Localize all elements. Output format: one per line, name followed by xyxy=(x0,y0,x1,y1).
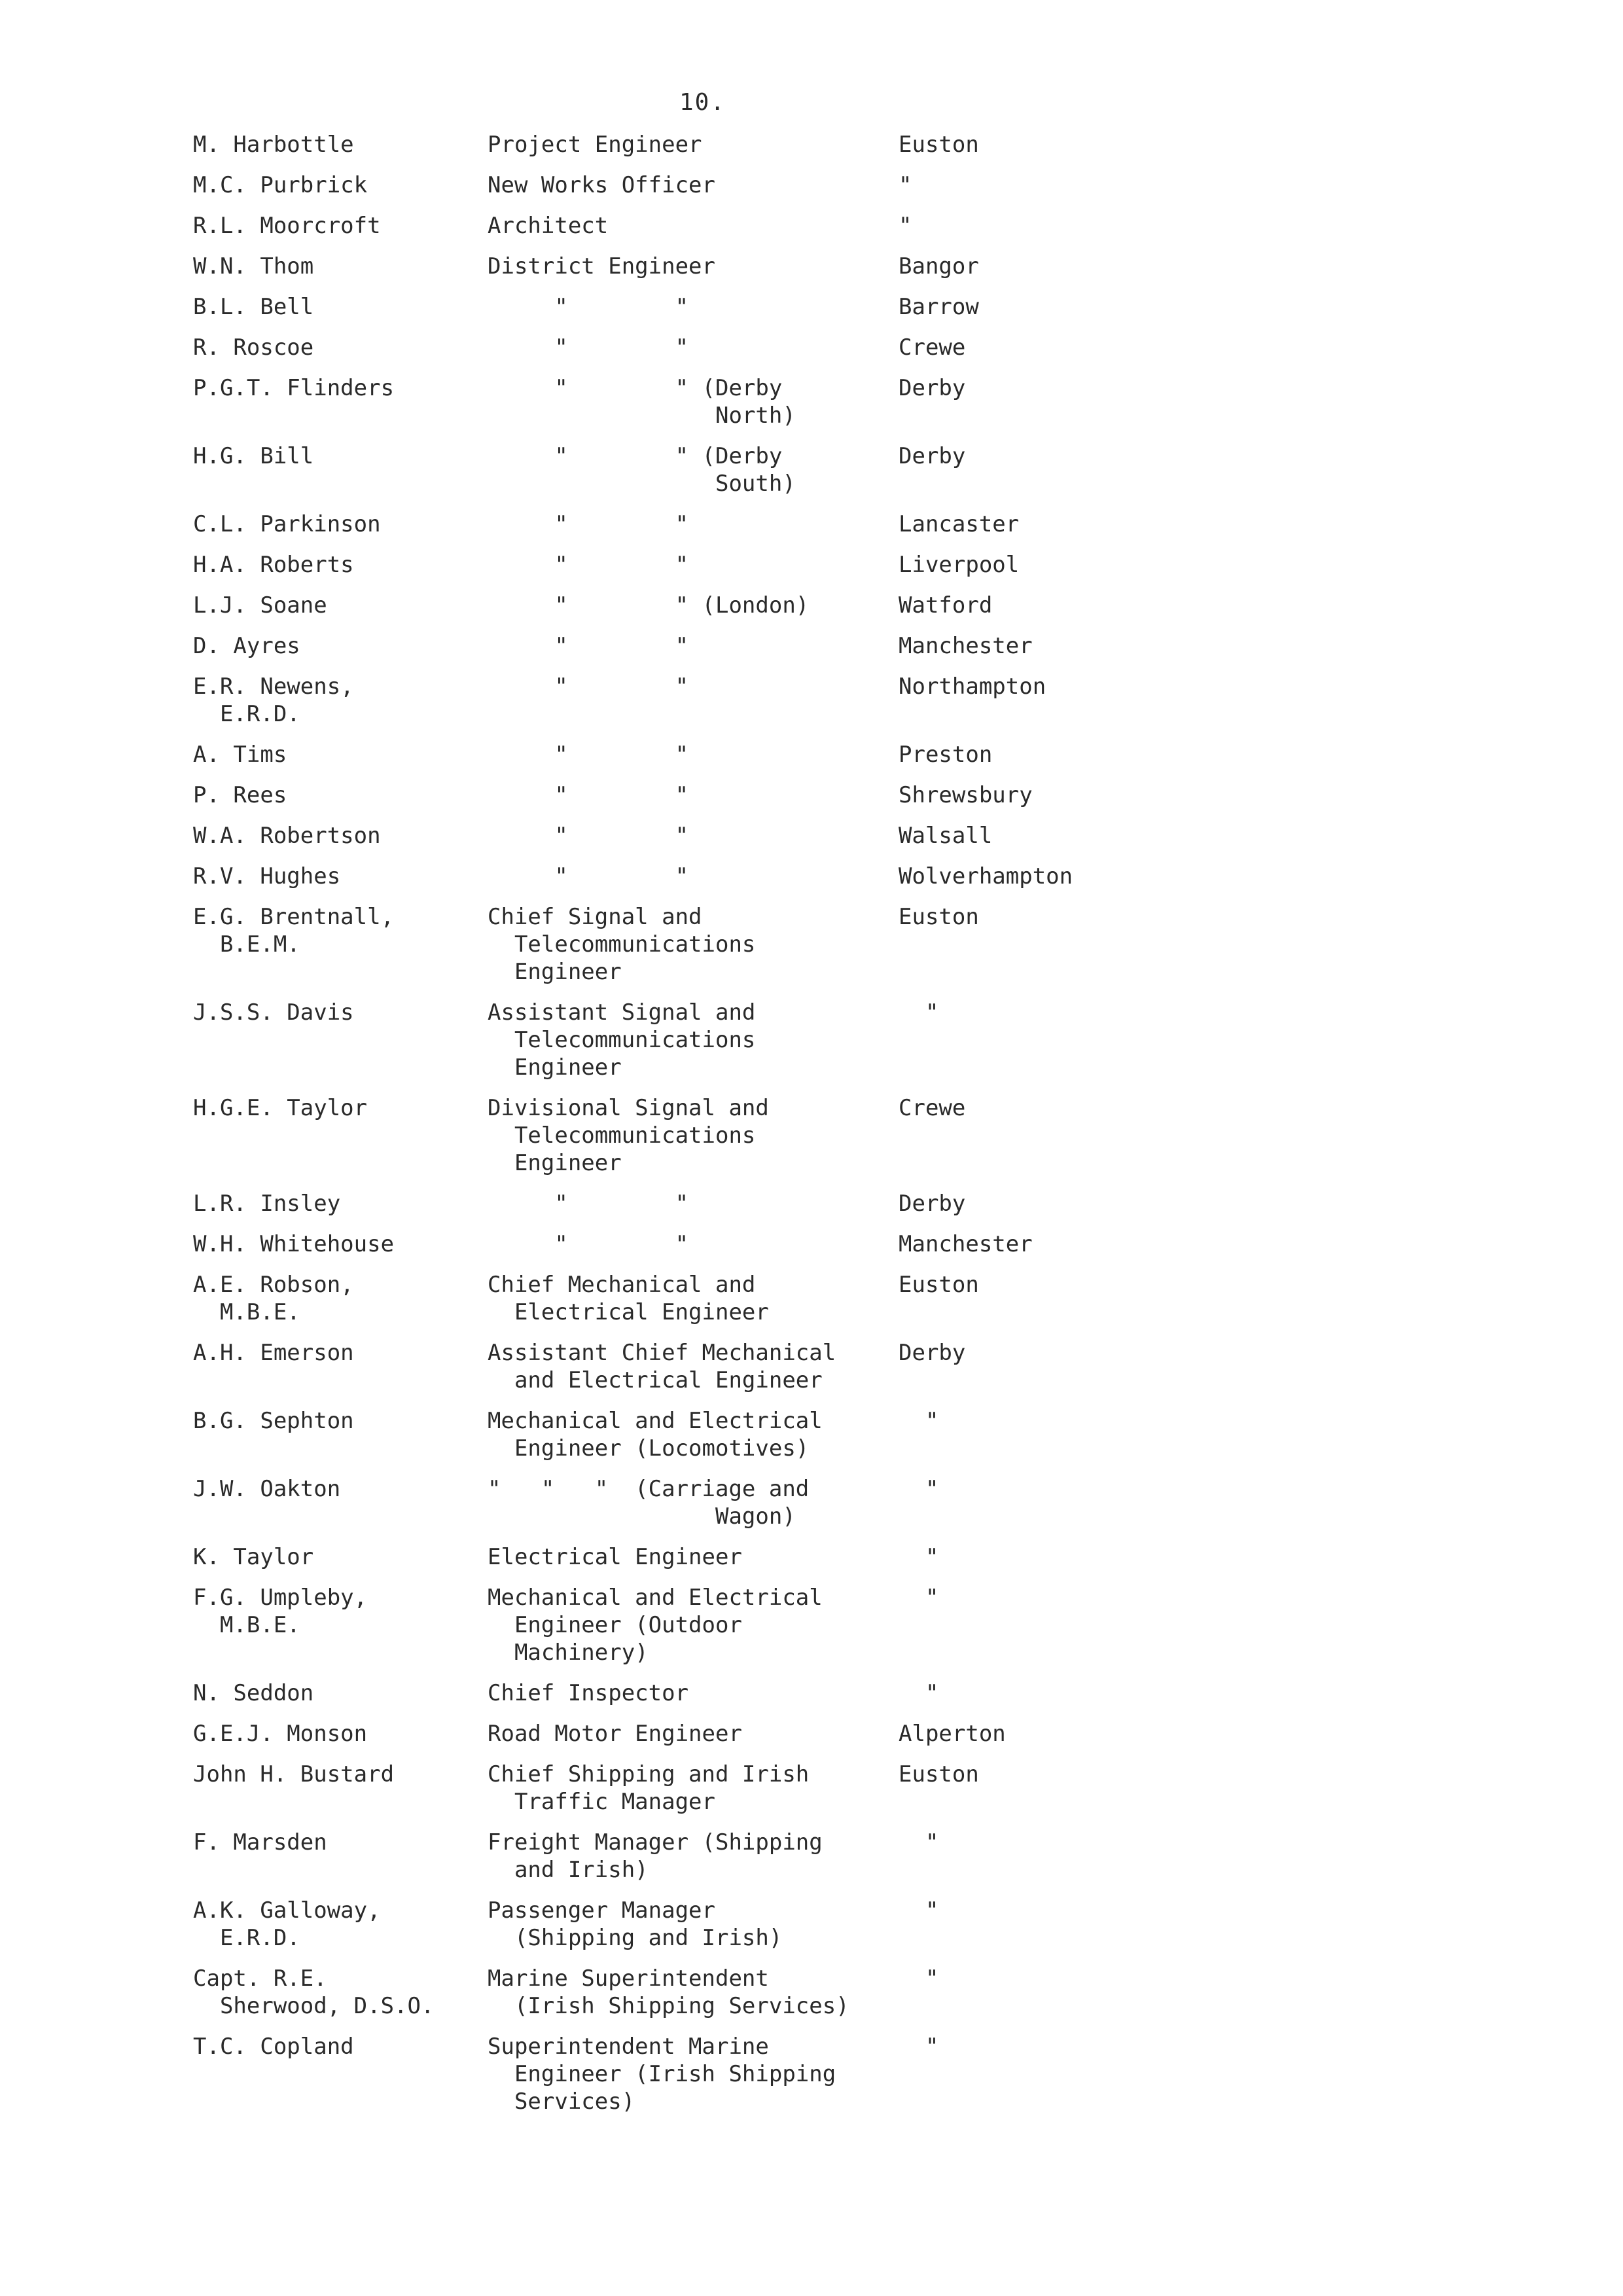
staff-name xyxy=(193,999,354,1026)
staff-entry xyxy=(193,2033,1502,2115)
staff-name-line: N. Seddon xyxy=(193,1680,314,1706)
staff-location xyxy=(899,374,965,402)
staff-title xyxy=(488,592,809,619)
staff-name-line: W.A. Robertson xyxy=(193,823,381,849)
staff-location-line: " xyxy=(899,172,912,198)
staff-name-line: G.E.J. Monson xyxy=(193,1721,368,1747)
staff-name xyxy=(193,1543,313,1571)
staff-location-line: " xyxy=(899,1408,939,1434)
staff-name xyxy=(193,1829,327,1856)
staff-entry xyxy=(193,1584,1502,1666)
staff-name xyxy=(193,822,381,850)
staff-title-line: " " xyxy=(488,823,689,849)
staff-location xyxy=(899,551,1019,579)
staff-entry xyxy=(193,1679,1502,1707)
staff-name-line: D. Ayres xyxy=(193,633,300,659)
staff-name-line: Sherwood, D.S.O. xyxy=(193,1993,435,2019)
staff-title-line: Telecommunications xyxy=(488,1027,756,1053)
staff-title xyxy=(488,293,688,321)
staff-entry xyxy=(193,334,1502,361)
staff-location-line: Euston xyxy=(899,1761,979,1787)
staff-entry xyxy=(193,1543,1502,1571)
staff-title-line: Engineer xyxy=(488,1150,622,1176)
staff-title xyxy=(488,1190,688,1217)
staff-location-line: Manchester xyxy=(899,633,1033,659)
staff-entry xyxy=(193,1271,1502,1326)
staff-title xyxy=(488,171,715,199)
staff-title-line: " " (Derby xyxy=(488,443,783,469)
staff-title xyxy=(488,1761,809,1816)
staff-title xyxy=(488,334,688,361)
staff-entry xyxy=(193,1897,1502,1952)
staff-entry xyxy=(193,1230,1502,1258)
staff-name-line: A. Tims xyxy=(193,742,287,768)
staff-name-line: W.H. Whitehouse xyxy=(193,1231,395,1257)
staff-name xyxy=(193,1897,381,1952)
staff-title xyxy=(488,1339,836,1394)
staff-title-line: Chief Mechanical and xyxy=(488,1272,756,1298)
staff-title xyxy=(488,1897,782,1952)
staff-name-line: A.K. Galloway, xyxy=(193,1897,381,1924)
staff-location xyxy=(899,2033,938,2060)
staff-name xyxy=(193,1190,340,1217)
staff-entry xyxy=(193,374,1502,429)
staff-entry xyxy=(193,171,1502,199)
staff-location-line: Derby xyxy=(899,443,966,469)
staff-title-line: District Engineer xyxy=(488,253,715,279)
staff-location-line: " xyxy=(899,213,912,239)
staff-location xyxy=(899,1584,938,1611)
staff-location xyxy=(899,1543,938,1571)
staff-location-line: " xyxy=(899,1544,939,1570)
staff-entry xyxy=(193,592,1502,619)
staff-name-line: R. Roscoe xyxy=(193,334,314,361)
staff-name xyxy=(193,293,313,321)
staff-title-line: " " xyxy=(488,863,689,889)
staff-location xyxy=(899,999,938,1026)
staff-location xyxy=(899,511,1019,538)
staff-title-line: Machinery) xyxy=(488,1640,649,1666)
staff-title xyxy=(488,1271,769,1326)
staff-name xyxy=(193,1475,340,1503)
staff-name xyxy=(193,863,340,890)
staff-location xyxy=(899,334,965,361)
staff-title-line: Chief Inspector xyxy=(488,1680,689,1706)
staff-location xyxy=(899,1897,938,1924)
staff-location-line: " xyxy=(899,2034,939,2060)
staff-name xyxy=(193,1407,354,1435)
staff-title-line: Mechanical and Electrical xyxy=(488,1585,823,1611)
staff-title-line: Engineer xyxy=(488,1054,622,1081)
staff-title-line: Engineer (Outdoor xyxy=(488,1612,742,1638)
staff-name-line: A.E. Robson, xyxy=(193,1272,354,1298)
staff-location xyxy=(899,1761,979,1788)
staff-name-line: John H. Bustard xyxy=(193,1761,395,1787)
staff-title-line: Assistant Signal and xyxy=(488,999,756,1026)
staff-name xyxy=(193,334,313,361)
staff-title-line: Electrical Engineer xyxy=(488,1544,742,1570)
staff-name-line: E.R.D. xyxy=(193,1925,300,1951)
staff-name xyxy=(193,212,381,240)
staff-title-line: " " (Derby xyxy=(488,375,783,401)
staff-title-line: Services) xyxy=(488,2089,635,2115)
staff-title-line: Project Engineer xyxy=(488,132,702,158)
staff-location-line: Crewe xyxy=(899,334,966,361)
staff-entry xyxy=(193,903,1502,986)
staff-name xyxy=(193,551,354,579)
staff-location xyxy=(899,863,1073,890)
staff-location xyxy=(899,1475,938,1503)
staff-location-line: Wolverhampton xyxy=(899,863,1073,889)
staff-name-line: C.L. Parkinson xyxy=(193,511,381,537)
staff-name xyxy=(193,781,287,809)
staff-name xyxy=(193,632,300,660)
staff-title-line: Divisional Signal and xyxy=(488,1095,769,1121)
staff-entry xyxy=(193,511,1502,538)
staff-location xyxy=(899,632,1033,660)
staff-title-line: Chief Shipping and Irish xyxy=(488,1761,810,1787)
staff-location-line: Manchester xyxy=(899,1231,1033,1257)
staff-name-line: B.E.M. xyxy=(193,931,300,958)
staff-location xyxy=(899,592,992,619)
staff-title-line: " " xyxy=(488,334,689,361)
staff-name xyxy=(193,1230,394,1258)
staff-title-line: " " xyxy=(488,294,689,320)
staff-name-line: M.B.E. xyxy=(193,1612,300,1638)
staff-title-line: " " (London) xyxy=(488,592,810,619)
staff-title-line: " " xyxy=(488,552,689,578)
staff-title-line: and Electrical Engineer xyxy=(488,1367,823,1393)
staff-title-line: (Irish Shipping Services) xyxy=(488,1993,849,2019)
staff-name-line: R.V. Hughes xyxy=(193,863,341,889)
staff-name-line: L.J. Soane xyxy=(193,592,327,619)
staff-location xyxy=(899,673,1046,700)
staff-name xyxy=(193,592,327,619)
page-number: 10. xyxy=(679,89,726,116)
staff-title xyxy=(488,1475,809,1530)
staff-entry xyxy=(193,1475,1502,1530)
staff-title xyxy=(488,999,755,1081)
staff-name-line: B.L. Bell xyxy=(193,294,314,320)
staff-name-line: E.R.D. xyxy=(193,701,300,727)
staff-location xyxy=(899,1190,965,1217)
staff-name-line: H.A. Roberts xyxy=(193,552,354,578)
staff-title xyxy=(488,374,796,429)
staff-title xyxy=(488,1720,742,1748)
staff-entry xyxy=(193,632,1502,660)
staff-location xyxy=(899,1271,979,1299)
staff-location xyxy=(899,822,992,850)
staff-location xyxy=(899,293,979,321)
staff-location xyxy=(899,781,1033,809)
staff-title-line: Freight Manager (Shipping xyxy=(488,1829,823,1856)
staff-entry xyxy=(193,1407,1502,1462)
staff-title xyxy=(488,673,688,700)
staff-name-line: E.G. Brentnall, xyxy=(193,904,395,930)
staff-name xyxy=(193,903,394,958)
staff-entry xyxy=(193,822,1502,850)
staff-location-line: Derby xyxy=(899,1340,966,1366)
staff-location-line: Derby xyxy=(899,375,966,401)
staff-location-line: Walsall xyxy=(899,823,993,849)
staff-title xyxy=(488,822,688,850)
staff-title-line: Mechanical and Electrical xyxy=(488,1408,823,1434)
staff-entry xyxy=(193,1761,1502,1816)
staff-title-line: Engineer xyxy=(488,959,622,985)
staff-location-line: Euston xyxy=(899,132,979,158)
staff-location xyxy=(899,1094,965,1122)
staff-title-line: " " " (Carriage and xyxy=(488,1476,810,1502)
staff-title xyxy=(488,741,688,768)
staff-name-line: M.C. Purbrick xyxy=(193,172,368,198)
staff-location-line: Shrewsbury xyxy=(899,782,1033,808)
staff-location-line: Euston xyxy=(899,1272,979,1298)
staff-name-line: J.W. Oakton xyxy=(193,1476,341,1502)
staff-title xyxy=(488,632,688,660)
staff-location-line: " xyxy=(899,1680,939,1706)
staff-location xyxy=(899,1339,965,1367)
staff-location xyxy=(899,171,912,199)
staff-name xyxy=(193,171,367,199)
staff-name-line: W.N. Thom xyxy=(193,253,314,279)
staff-name-line: H.G. Bill xyxy=(193,443,314,469)
staff-title xyxy=(488,1965,849,2020)
staff-name xyxy=(193,442,313,470)
staff-title-line: Passenger Manager xyxy=(488,1897,715,1924)
staff-location-line: Preston xyxy=(899,742,993,768)
staff-title xyxy=(488,1230,688,1258)
staff-name xyxy=(193,2033,354,2060)
staff-title-line: Architect xyxy=(488,213,609,239)
staff-name-line: M. Harbottle xyxy=(193,132,354,158)
staff-location-line: " xyxy=(899,1476,939,1502)
staff-location-line: " xyxy=(899,1585,939,1611)
staff-location-line: Watford xyxy=(899,592,993,619)
staff-name xyxy=(193,511,381,538)
staff-entry xyxy=(193,999,1502,1081)
staff-title-line: " " xyxy=(488,633,689,659)
staff-title-line: Road Motor Engineer xyxy=(488,1721,742,1747)
staff-title-line: Traffic Manager xyxy=(488,1789,715,1815)
staff-entry xyxy=(193,741,1502,768)
staff-entry xyxy=(193,253,1502,280)
staff-title xyxy=(488,1829,823,1884)
staff-name xyxy=(193,131,354,158)
staff-location-line: Liverpool xyxy=(899,552,1020,578)
staff-location-line: Crewe xyxy=(899,1095,966,1121)
staff-entry xyxy=(193,551,1502,579)
staff-name xyxy=(193,1094,367,1122)
staff-location-line: Bangor xyxy=(899,253,979,279)
staff-name-line: B.G. Sephton xyxy=(193,1408,354,1434)
staff-title-line: Marine Superintendent xyxy=(488,1965,769,1992)
staff-location-line: " xyxy=(899,999,939,1026)
staff-name-line: P.G.T. Flinders xyxy=(193,375,395,401)
staff-location-line: " xyxy=(899,1829,939,1856)
staff-entry xyxy=(193,781,1502,809)
staff-title-line: Engineer (Irish Shipping xyxy=(488,2061,836,2087)
staff-location xyxy=(899,741,992,768)
staff-title-line: New Works Officer xyxy=(488,172,715,198)
staff-title xyxy=(488,131,702,158)
staff-name xyxy=(193,1965,434,2020)
staff-title-line: Superintendent Marine xyxy=(488,2034,769,2060)
staff-title xyxy=(488,863,688,890)
staff-entry xyxy=(193,1829,1502,1884)
staff-entry xyxy=(193,131,1502,158)
staff-name-line: T.C. Copland xyxy=(193,2034,354,2060)
staff-location-line: " xyxy=(899,1965,939,1992)
staff-name-line: L.R. Insley xyxy=(193,1191,341,1217)
staff-location xyxy=(899,442,965,470)
staff-title-line: Electrical Engineer xyxy=(488,1299,769,1325)
staff-name-line: M.B.E. xyxy=(193,1299,300,1325)
staff-title-line: " " xyxy=(488,782,689,808)
staff-title-line: and Irish) xyxy=(488,1857,649,1883)
staff-location-line: Derby xyxy=(899,1191,966,1217)
staff-title xyxy=(488,781,688,809)
staff-location xyxy=(899,1965,938,1992)
staff-name xyxy=(193,253,313,280)
staff-location xyxy=(899,1230,1033,1258)
staff-name xyxy=(193,741,287,768)
staff-title-line: " " xyxy=(488,511,689,537)
staff-title xyxy=(488,511,688,538)
staff-entry xyxy=(193,1965,1502,2020)
staff-location xyxy=(899,1829,938,1856)
staff-location xyxy=(899,1720,1006,1748)
staff-name-line: E.R. Newens, xyxy=(193,673,354,700)
staff-title xyxy=(488,1407,823,1462)
staff-name-line: Capt. R.E. xyxy=(193,1965,327,1992)
staff-name xyxy=(193,1339,354,1367)
staff-title-line: Engineer (Locomotives) xyxy=(488,1435,810,1462)
staff-title xyxy=(488,1543,742,1571)
staff-entry xyxy=(193,863,1502,890)
staff-title xyxy=(488,1094,769,1177)
staff-title xyxy=(488,903,755,986)
staff-name-line: P. Rees xyxy=(193,782,287,808)
staff-title xyxy=(488,253,715,280)
staff-location-line: Barrow xyxy=(899,294,979,320)
staff-location xyxy=(899,1407,938,1435)
staff-name-line: K. Taylor xyxy=(193,1544,314,1570)
staff-title-line: Wagon) xyxy=(488,1503,796,1530)
staff-location-line: Euston xyxy=(899,904,979,930)
staff-location xyxy=(899,131,979,158)
staff-name-line: A.H. Emerson xyxy=(193,1340,354,1366)
staff-name xyxy=(193,673,354,728)
staff-title-line: Assistant Chief Mechanical xyxy=(488,1340,836,1366)
staff-title xyxy=(488,442,796,497)
staff-location-line: Northampton xyxy=(899,673,1046,700)
staff-name xyxy=(193,1584,367,1639)
staff-title xyxy=(488,1679,688,1707)
staff-title-line: Telecommunications xyxy=(488,931,756,958)
staff-entry xyxy=(193,1190,1502,1217)
staff-entry xyxy=(193,1094,1502,1177)
staff-name xyxy=(193,1761,394,1788)
staff-title-line: Telecommunications xyxy=(488,1122,756,1149)
staff-name xyxy=(193,1720,367,1748)
staff-entry xyxy=(193,442,1502,497)
staff-location xyxy=(899,253,979,280)
staff-location xyxy=(899,1679,938,1707)
staff-title-line: " " xyxy=(488,1231,689,1257)
staff-name-line: F. Marsden xyxy=(193,1829,327,1856)
staff-title xyxy=(488,2033,836,2115)
staff-title xyxy=(488,212,608,240)
staff-entry xyxy=(193,673,1502,728)
staff-location xyxy=(899,212,912,240)
staff-name-line: F.G. Umpleby, xyxy=(193,1585,368,1611)
staff-title-line: Chief Signal and xyxy=(488,904,702,930)
staff-location-line: Lancaster xyxy=(899,511,1020,537)
staff-name-line: J.S.S. Davis xyxy=(193,999,354,1026)
staff-name xyxy=(193,1271,354,1326)
staff-name xyxy=(193,1679,313,1707)
staff-name-line: H.G.E. Taylor xyxy=(193,1095,368,1121)
staff-name xyxy=(193,374,394,402)
staff-name-line: R.L. Moorcroft xyxy=(193,213,381,239)
staff-title xyxy=(488,551,688,579)
staff-title-line: " " xyxy=(488,1191,689,1217)
staff-title-line: (Shipping and Irish) xyxy=(488,1925,783,1951)
staff-title xyxy=(488,1584,823,1666)
staff-title-line: North) xyxy=(488,403,796,429)
staff-location xyxy=(899,903,979,931)
staff-location-line: Alperton xyxy=(899,1721,1006,1747)
staff-entry xyxy=(193,212,1502,240)
staff-entry xyxy=(193,1720,1502,1748)
staff-entry xyxy=(193,293,1502,321)
staff-title-line: " " xyxy=(488,673,689,700)
staff-entry xyxy=(193,1339,1502,1394)
staff-title-line: South) xyxy=(488,471,796,497)
staff-location-line: " xyxy=(899,1897,939,1924)
staff-title-line: " " xyxy=(488,742,689,768)
